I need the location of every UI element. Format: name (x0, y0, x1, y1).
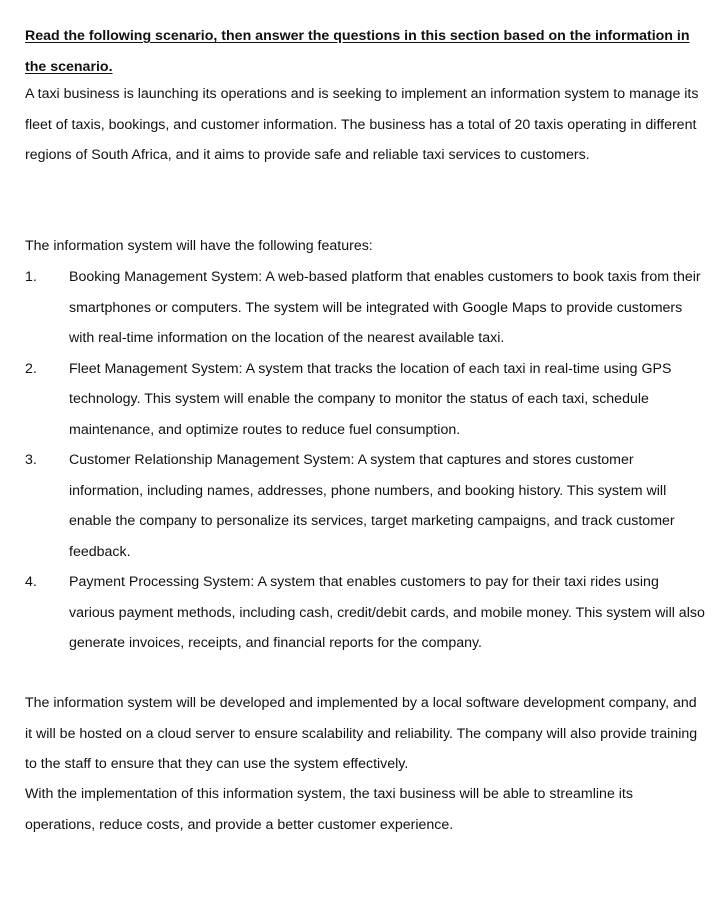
scenario-heading: Read the following scenario, then answer the questions in this section based on the information in the scenario. (25, 28, 690, 75)
feature-text: Customer Relationship Management System: A system that captures and stores customer information, including names, addresses, phone numbers, and booking history. This system will enable the company to personalize its services, target marketing campaigns, and track customer feedback. (69, 452, 675, 560)
features-intro-paragraph: The information system will have the following features: (25, 238, 373, 254)
feature-text: Booking Management System: A web-based platform that enables customers to book taxis from their smartphones or computers. The system will be integrated with Google Maps to provide customers with real-time information on the location of the nearest available taxi. (69, 269, 701, 346)
feature-number: 2. (25, 360, 37, 377)
feature-item-booking (0, 262, 720, 354)
feature-text: Payment Processing System: A system that enables customers to pay for their taxi rides using various payment methods, including cash, credit/debit cards, and mobile money. This system will also generate invoices, receipts, and financial reports for the company. (69, 574, 705, 651)
conclusion-paragraph: With the implementation of this information system, the taxi business will be able to streamline its operations, reduce costs, and provide a better customer experience. (25, 786, 633, 833)
feature-item-fleet (0, 354, 720, 446)
features-list (0, 262, 720, 659)
feature-text: Fleet Management System: A system that tracks the location of each taxi in real-time using GPS technology. This system will enable the company to monitor the status of each taxi, schedule maintenance, and optimize routes to reduce fuel consumption. (69, 360, 672, 438)
feature-item-payment (0, 567, 720, 659)
intro-paragraph: A taxi business is launching its operations and is seeking to implement an information system to manage its fleet of taxis, bookings, and customer information. The business has a total of 20 taxis operating in different regions of South Africa, and it aims to provide safe and reliable taxi services to customers. (25, 86, 699, 163)
feature-number: 4. (25, 574, 37, 590)
feature-number: 3. (25, 452, 37, 468)
development-paragraph: The information system will be developed and implemented by a local software development company, and it will be hosted on a cloud server to ensure scalability and reliability. The company will also provide training to the staff to ensure that they can use the system effectively. (25, 695, 698, 772)
feature-number: 1. (25, 269, 37, 285)
feature-item-crm (0, 445, 720, 567)
